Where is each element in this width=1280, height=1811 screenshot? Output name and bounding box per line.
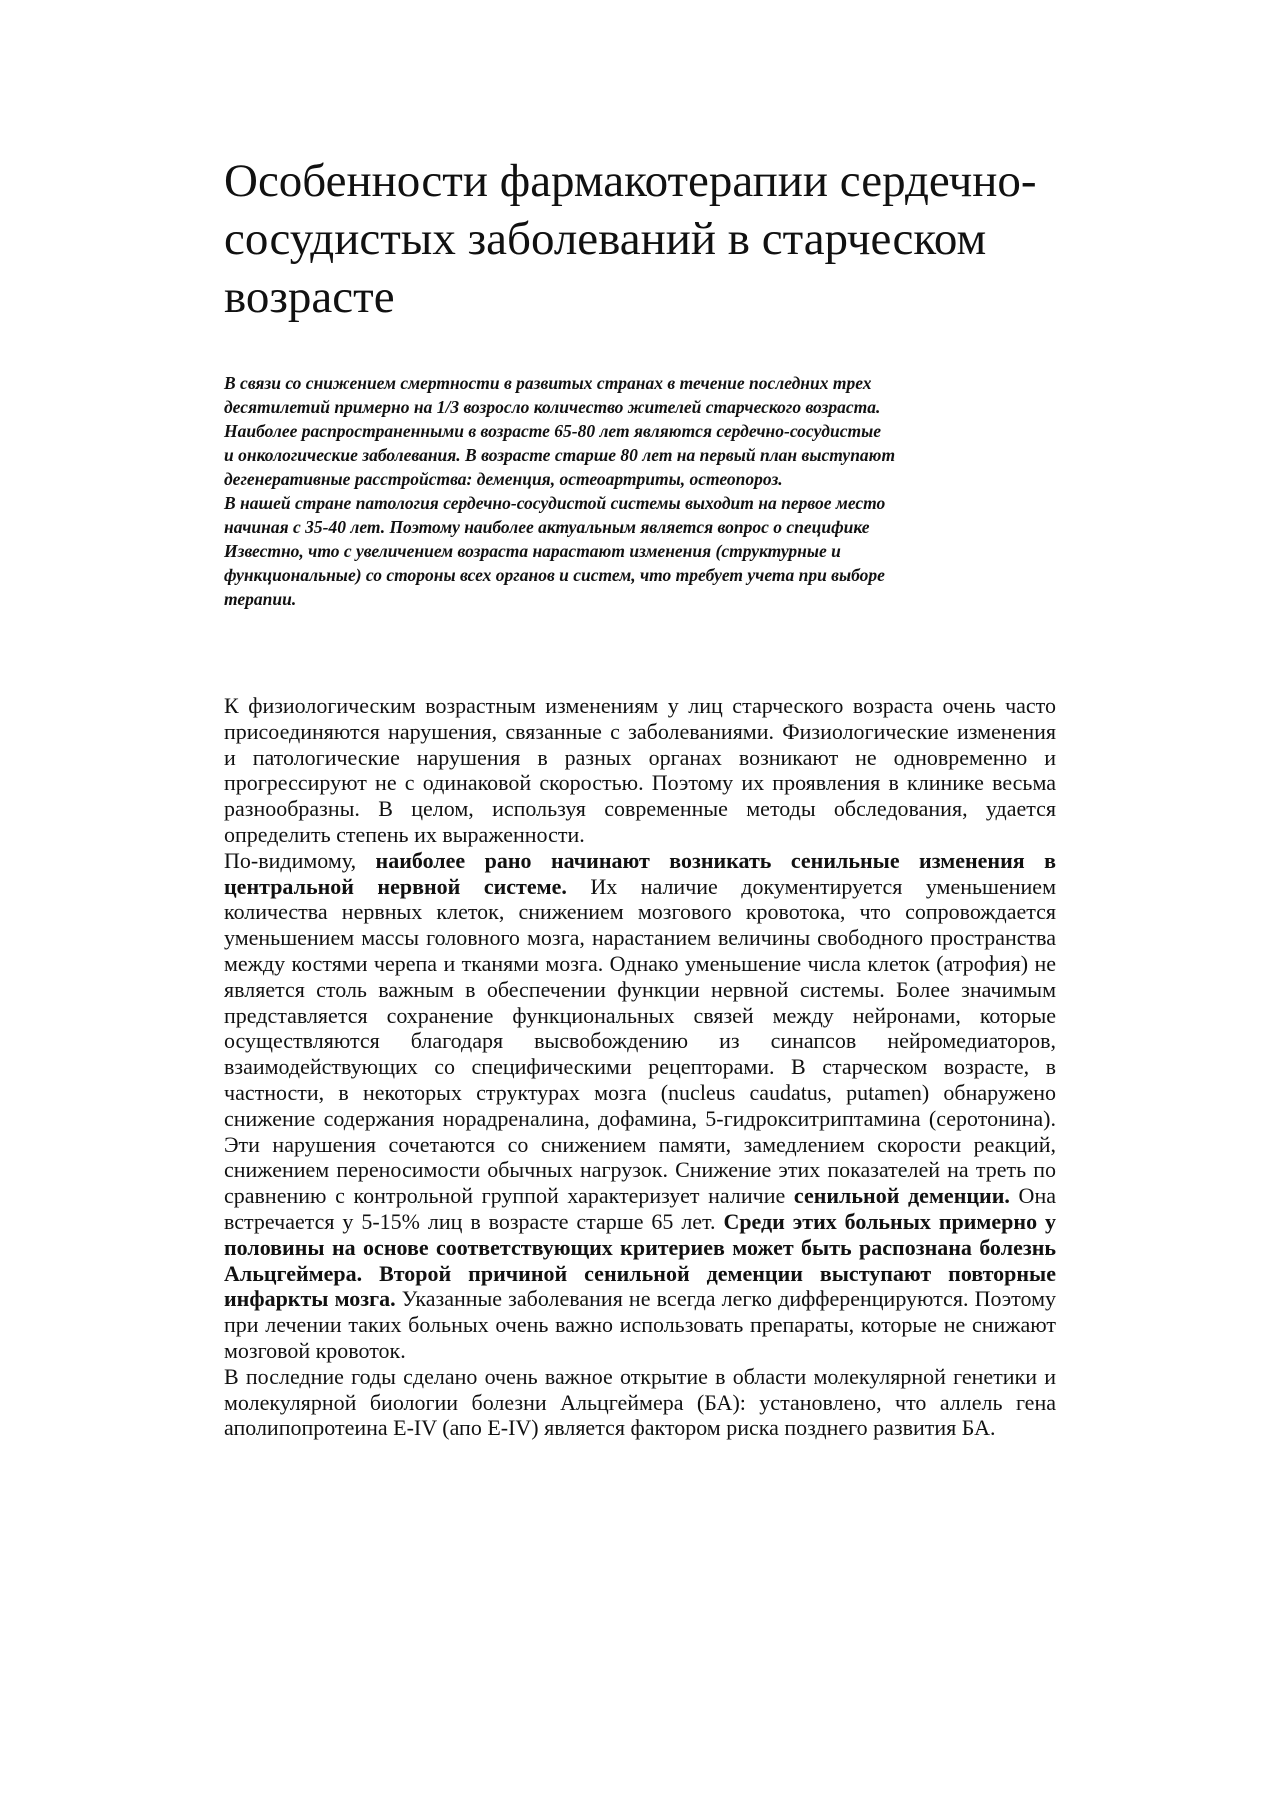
text-run: По-видимому,: [224, 847, 376, 873]
abstract-line: терапии.: [224, 589, 297, 609]
abstract-line: Известно, что с увеличением возраста нарастают изменения (структурные и: [224, 541, 841, 561]
paragraph-3: В последние годы сделано очень важное открытие в области молекулярной генетики и молекулярной биологии болезни Альцгеймера (БА): установлено, что аллель гена аполипопротеина E-IV (апо E-IV) является фактором риска позднего развития БА.: [224, 1363, 1056, 1441]
text-run: Их наличие документируется уменьшением количества нервных клеток, снижением мозгового кровотока, что сопровождается уменьшением массы головного мозга, нарастанием величины свободного пространства между костями черепа и тканями мозга. Однако уменьшение числа клеток (атрофия) не является столь важным в обеспечении функции нервной системы. Более значимым представляется сохранение функциональных связей между нейронами, которые осуществляются благодаря высвобождению из синапсов нейромедиаторов, взаимодействующих со специфическими рецепторами. В старческом возрасте, в частности, в некоторых структурах мозга (nucleus caudatus, putamen) обнаружено снижение содержания норадреналина, дофамина, 5-гидрокситриптамина (серотонина). Эти нарушения сочетаются со снижением памяти, замедлением скорости реакций, снижением переносимости обычных нагрузок. Снижение этих показателей на треть по сравнению с контрольной группой характеризует наличие: [224, 873, 1056, 1209]
abstract-line: и онкологические заболевания. В возрасте старше 80 лет на первый план выступают: [224, 445, 896, 465]
abstract-line: Наиболее распространенными в возрасте 65-80 лет являются сердечно-сосудистые: [224, 421, 882, 441]
abstract-line: В связи со снижением смертности в развитых странах в течение последних трех: [224, 373, 872, 393]
abstract-line: функциональные) со стороны всех органов и систем, что требует учета при выборе: [224, 565, 885, 585]
bold-run: сенильной деменции.: [793, 1183, 1010, 1209]
abstract-line: десятилетий примерно на 1/3 возросло количество жителей старческого возраста.: [224, 397, 881, 417]
abstract-line: начиная с 35-40 лет. Поэтому наиболее актуальным является вопрос о специфике: [224, 517, 870, 537]
bold-run: наиболее рано начинают возникать сенильные изменения в центральной нервной системе.: [224, 847, 1056, 899]
abstract-line: В нашей стране патология сердечно-сосудистой системы выходит на первое место: [224, 493, 886, 513]
text-run: Указанные заболевания не всегда легко дифференцируются. Поэтому при лечении таких больных очень важно использовать препараты, которые не снижают мозговой кровоток.: [224, 1286, 1056, 1363]
text-run: Она встречается у 5-15% лиц в возрасте старше 65 лет.: [224, 1183, 1056, 1234]
paragraph-2: [224, 848, 1056, 1364]
abstract-line: дегенеративные расстройства: деменция, остеоартриты, остеопороз.: [224, 469, 783, 489]
paragraph-1: К физиологическим возрастным изменениям у лиц старческого возраста очень часто присоединяются нарушения, связанные с заболеваниями. Физиологические изменения и патологические нарушения в разных органах возникают не одновременно и прогрессируют не с одинаковой скоростью. Поэтому их проявления в клинике весьма разнообразны. В целом, используя современные методы обследования, удается определить степень их выраженности.: [224, 693, 1056, 847]
body-text: [224, 693, 1056, 1441]
bold-run: Среди этих больных примерно у половины на основе соответствующих критериев может быть распознана болезнь Альцгеймера. Второй причиной сенильной деменции выступают повторные инфаркты мозга.: [224, 1208, 1056, 1312]
abstract-block: [224, 371, 1069, 611]
document-title: Особенности фармакотерапии сердечно-сосудистых заболеваний в старческом возрасте: [224, 155, 1037, 323]
